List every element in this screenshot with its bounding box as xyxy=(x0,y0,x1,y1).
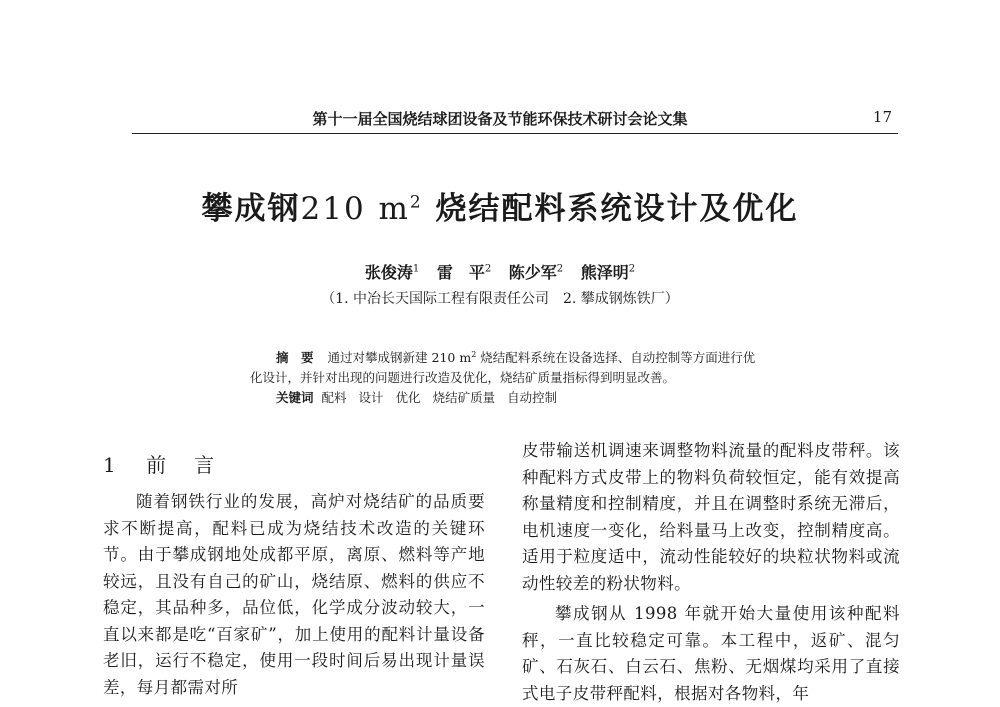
header-rule xyxy=(132,133,898,134)
affiliation: （1. 中冶长天国际工程有限责任公司 2. 攀成钢炼铁厂） xyxy=(321,291,679,307)
author: 熊泽明$^2$ xyxy=(580,263,636,282)
abstract-text-2: 烧结配料系统在设备选择、自动控制等方面进行优化设计，并针对出现的问题进行改造及优化，烧结矿质量指标得到明显改善。 xyxy=(250,350,756,386)
abstract-body xyxy=(250,345,760,388)
keyword: 配料 xyxy=(321,390,347,406)
title-prefix: 攀成钢 xyxy=(201,191,301,227)
title-area-unit-sup: 2 xyxy=(409,192,423,213)
keywords xyxy=(250,388,760,408)
right-column xyxy=(522,438,900,707)
section-number: 1 xyxy=(103,453,117,477)
section-title: 前言 xyxy=(146,453,243,477)
title-area-value: 210 xyxy=(300,191,366,227)
title-suffix: 烧结配料系统设计及优化 xyxy=(435,191,799,227)
keyword: 烧结矿质量 xyxy=(432,390,496,406)
keyword: 设计 xyxy=(358,390,384,406)
running-title: 第十一届全国烧结球团设备及节能环保技术研讨会论文集 xyxy=(312,110,688,128)
paper-title xyxy=(0,183,1000,228)
page-number: 17 xyxy=(872,108,892,126)
title-area-unit: m xyxy=(378,191,410,227)
keyword: 自动控制 xyxy=(507,390,558,406)
paragraph: 皮带输送机调速来调整物料流量的配料皮带秤。该种配料方式皮带上的物料负荷较恒定，能有效提高称量精度和控制精度，并且在调整时系统无滞后，电机速度一变化，给料量马上改变，控制精度高。适用于粒度适中，流动性能较好的块粒状物料或流动性较差的粉状物料。 xyxy=(522,441,900,593)
author: 张俊涛$^1$ xyxy=(364,263,420,282)
abstract-text-sup: 2 xyxy=(471,350,477,359)
section-heading xyxy=(103,450,485,480)
author: 雷 平$^2$ xyxy=(436,263,492,282)
paragraph: 随着钢铁行业的发展，高炉对烧结矿的品质要求不断提高，配料已成为烧结技术改造的关键环节。由于攀成钢地处成都平原，离原、燃料等产地较远，且没有自己的矿山，烧结原、燃料的供应不稳定，其品种多，品位低，化学成分波动较大，一直以来都是吃“百家矿”，加上使用的配料计量设备老旧，运行不稳定，使用一段时间后易出现计量误差，每月都需对所 xyxy=(103,492,485,697)
author: 陈少军$^2$ xyxy=(508,263,564,282)
keyword: 优化 xyxy=(395,390,421,406)
paragraph: 攀成钢从 1998 年就开始大量使用该种配料秤，一直比较稳定可靠。本工程中，返矿、混匀矿、石灰石、白云石、焦粉、无烟煤均采用了直接式电子皮带秤配料，根据对各物料，年 xyxy=(522,604,900,703)
abstract-label: 摘 要 xyxy=(276,350,314,366)
keywords-label: 关键词 xyxy=(276,390,314,406)
abstract xyxy=(250,345,760,408)
abstract-text-1: 通过对攀成钢新建 210 m xyxy=(327,350,472,366)
left-column xyxy=(103,450,485,701)
author-list xyxy=(0,260,1000,283)
